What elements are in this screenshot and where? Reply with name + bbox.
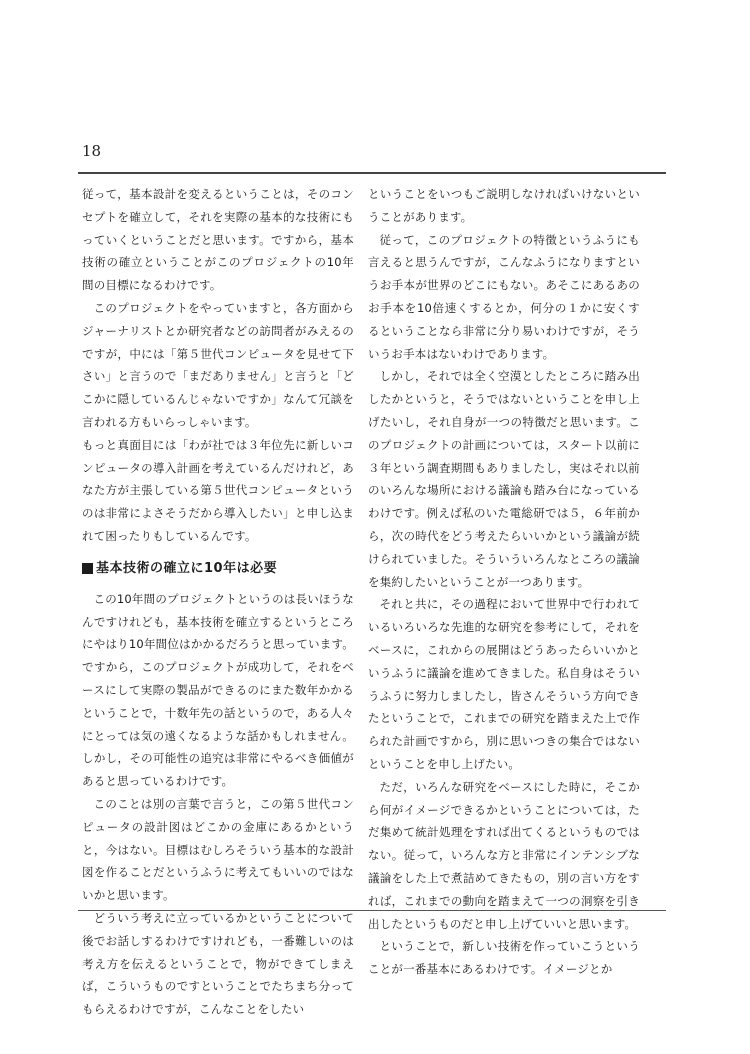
paragraph: 従って，基本設計を変えるということは，そのコンセプトを確立して，それを実際の基本的な技術にもっていくということだと思います。ですから，基本技術の確立ということがこのプロジェクトの10年間の目標になるわけです。 xyxy=(82,187,354,293)
paragraph: どういう考えに立っているかということについて後でお話しするわけですけれども，一番難しいのは考え方を伝えるということで，物ができてしまえば，こういうものですということでたちまち分ってもらえるわけですが，こんなことをしたい xyxy=(82,910,354,1017)
footer-rule xyxy=(78,910,666,911)
section-heading-text: 基本技術の確立に10年は必要 xyxy=(96,560,278,576)
paragraph: それと共に，その過程において世界中で行われているいろいろな先進的な研究を参考にして，それをベースに，これからの展開はどうあったらいいかというふうに議論を進めてきました。私自身はそういうふうに努力しましたし，皆さんそういう方向できたということで，これまでの研究を踏まえた上で作られた計画ですから，別に思いつきの集合ではないということを申し上げたい。 xyxy=(368,597,640,771)
left-column xyxy=(82,183,354,1021)
paragraph: ということで，新しい技術を作っていこうということが一番基本にあるわけです。イメージとか xyxy=(368,939,640,977)
paragraph: このプロジェクトをやっていますと，各方面からジャーナリストとか研究者などの訪問者がみえるのですが，中には「第５世代コンピュータを見せて下さい」と言うので「まだありません」と言うと「どこかに隠しているんじゃないですか」なんて冗談を言われる方もいらっしゃいます。 xyxy=(82,300,354,429)
paragraph: もっと真面目には「わが社では３年位先に新しいコンピュータの導入計画を考えているんだけれど，あなた方が主張している第５世代コンピュータというのは非常によさそうだから導入したい」と申し込まれて困ったりもしているんです。 xyxy=(82,437,354,543)
paragraph: しかし，それでは全く空漠としたところに踏み出したかというと，そうではないということを申し上げたいし，それ自身が一つの特徴だと思います。このプロジェクトの計画については，スタート以前に３年という調査期間もありましたし，実はそれ以前のいろんな場所における議論も踏み台になっているわけです。例えば私のいた電総研では５，６年前から，次の時代をどう考えたらいいかという議論が続けられていました。そういういろんなところの議論を集約したいということが一つあります。 xyxy=(368,369,640,589)
paragraph: ということをいつもご説明しなければいけないということがあります。 xyxy=(368,187,640,224)
paragraph: ただ，いろんな研究をベースにした時に，そこから何がイメージできるかということについては，ただ集めて統計処理をすれば出てくるというものではない。従って，いろんな方と非常にインテンシブな議論をした上で煮詰めてきたもの，別の言い方をすれば，これまでの動向を踏まえて一つの洞察を引き出したというものだと申し上げていいと思います。 xyxy=(368,779,640,931)
page-number: 18 xyxy=(82,142,102,160)
paragraph: 従って，このプロジェクトの特徴というふうにも言えると思うんですが，こんなふうになりますというお手本が世界のどこにもない。あそこにあるあのお手本を10倍速くするとか，何分の１かに安くするということなら非常に分り易いわけですが，そういうお手本はないわけであります。 xyxy=(368,232,640,361)
section-heading xyxy=(82,558,354,580)
header-rule xyxy=(78,172,666,174)
paragraph: このことは別の言葉で言うと，この第５世代コンピュータの設計図はどこかの金庫にあるかというと，今はない。目標はむしろそういう基本的な設計図を作ることだというふうに考えてもいいのではないかと思います。 xyxy=(82,796,354,903)
paragraph: この10年間のプロジェクトというのは長いほうなんですけれども，基本技術を確立するというところにやはり10年間位はかかるだろうと思っています。ですから，このプロジェクトが成功して，それをベースにして実際の製品ができるのにまた数年かかるということで，十数年先の話というので，ある人々にとっては気の遠くなるような話かもしれません。しかし，その可能性の追究は非常にやるべき価値があると思っているわけです。 xyxy=(82,591,355,789)
square-bullet-icon xyxy=(82,563,93,574)
right-column xyxy=(368,183,640,981)
